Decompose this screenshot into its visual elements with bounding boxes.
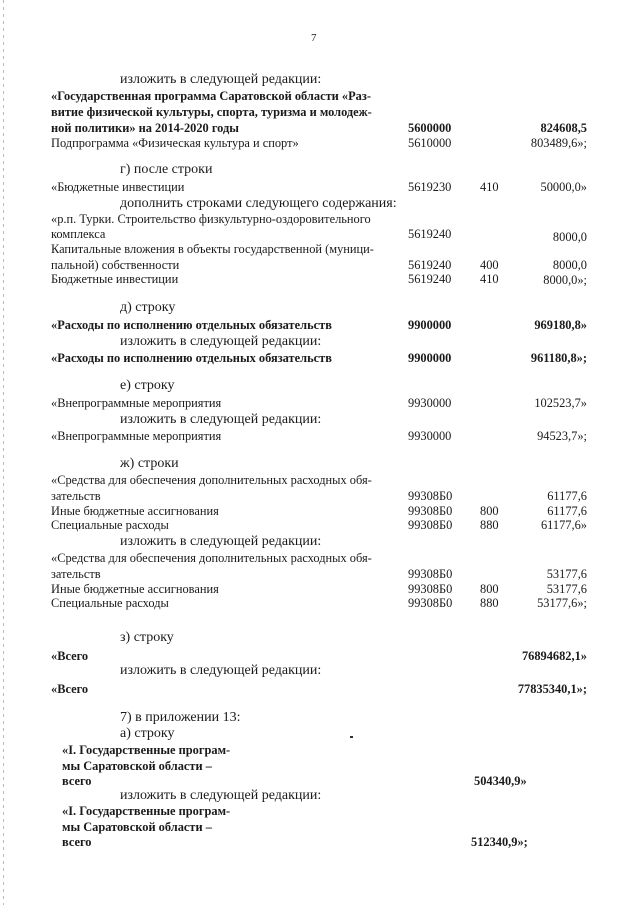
program-sum: 824608,5 xyxy=(540,121,587,135)
row-name: Иные бюджетные ассигнования xyxy=(51,504,219,518)
row-name-line-1: «Средства для обеспечения дополнительных расходных обя- xyxy=(51,551,372,565)
row-sum: 8000,0 xyxy=(552,230,587,244)
row-sum: 8000,0»; xyxy=(543,273,587,287)
instruction-heading: изложить в следующей редакции: xyxy=(120,534,322,549)
row-code: 9900000 xyxy=(408,318,452,332)
instruction-heading: изложить в следующей редакции: xyxy=(120,412,322,427)
row-name-line-2: комплекса xyxy=(51,227,106,241)
row-code: 99308Б0 xyxy=(408,567,453,581)
row-name-line-2: зательств xyxy=(51,489,101,503)
row-name-line-1: «р.п. Турки. Строительство физкультурно-оздоровительного xyxy=(51,212,371,226)
row-code: 5619240 xyxy=(408,272,452,286)
section-z-heading: з) строку xyxy=(120,630,174,645)
row-sum: 102523,7» xyxy=(534,396,587,410)
program-row-line-3: всего xyxy=(62,835,92,849)
instruction-heading: дополнить строками следующего содержания: xyxy=(120,196,397,211)
program-row-line-1: «I. Государственные програм- xyxy=(62,743,231,757)
binding-edge xyxy=(3,0,4,905)
row-code: 5619240 xyxy=(408,258,452,272)
row-sum: 8000,0 xyxy=(552,258,587,272)
row-sum: 61177,6 xyxy=(547,504,587,518)
row-name: «Расходы по исполнению отдельных обязательств xyxy=(51,351,332,365)
row-code: 99308Б0 xyxy=(408,596,453,610)
row-sum: 53177,6 xyxy=(546,567,587,581)
row-name-line-2: пальной) собственности xyxy=(51,258,180,272)
subprogram-sum: 803489,6»; xyxy=(530,136,587,150)
program-code: 5600000 xyxy=(408,121,452,135)
total-label: «Всего xyxy=(51,682,89,696)
row-code: 9900000 xyxy=(408,351,452,365)
total-sum: 77835340,1»; xyxy=(517,682,587,696)
appendix-heading: 7) в приложении 13: xyxy=(120,710,241,725)
program-row-line-2: мы Саратовской области – xyxy=(62,820,212,834)
row-vr: 880 xyxy=(480,518,499,532)
row-name: Иные бюджетные ассигнования xyxy=(51,582,219,596)
row-code: 5619230 xyxy=(408,180,452,194)
row-name: «Расходы по исполнению отдельных обязательств xyxy=(51,318,332,332)
row-vr: 800 xyxy=(480,582,499,596)
section-a-heading: а) строку xyxy=(120,726,175,741)
row-sum: 61177,6 xyxy=(547,489,587,503)
row-name: Специальные расходы xyxy=(51,596,169,610)
row-name-line-1: «Средства для обеспечения дополнительных расходных обя- xyxy=(51,473,372,487)
row-sum: 61177,6» xyxy=(540,518,587,532)
row-code: 99308Б0 xyxy=(408,504,453,518)
row-sum: 94523,7»; xyxy=(537,429,587,443)
program-row-sum: 512340,9»; xyxy=(471,835,528,849)
row-name: Специальные расходы xyxy=(51,518,169,532)
section-e-heading: е) строку xyxy=(120,378,175,393)
program-row-line-2: мы Саратовской области – xyxy=(62,759,212,773)
row-name: «Внепрограммные мероприятия xyxy=(51,396,222,410)
row-code: 99308Б0 xyxy=(408,518,453,532)
instruction-heading: изложить в следующей редакции: xyxy=(120,663,322,678)
program-row-line-3: всего xyxy=(62,774,92,788)
subprogram-code: 5610000 xyxy=(408,136,452,150)
row-sum: 961180,8»; xyxy=(530,351,587,365)
instruction-heading: изложить в следующей редакции: xyxy=(120,334,322,349)
row-name-line-1: Капитальные вложения в объекты государственной (муници- xyxy=(51,242,374,256)
row-sum: 969180,8» xyxy=(534,318,587,332)
row-sum: 50000,0» xyxy=(540,180,587,194)
row-vr: 800 xyxy=(480,504,499,518)
instruction-heading: изложить в следующей редакции: xyxy=(120,788,322,803)
section-d-heading: д) строку xyxy=(120,300,176,315)
program-row-sum: 504340,9» xyxy=(474,774,527,788)
row-vr: 400 xyxy=(480,258,499,272)
row-sum: 53177,6 xyxy=(546,582,587,596)
row-vr: 880 xyxy=(480,596,499,610)
row-name: «Бюджетные инвестиции xyxy=(51,180,185,194)
program-row-line-1: «I. Государственные програм- xyxy=(62,804,231,818)
row-name: Бюджетные инвестиции xyxy=(51,272,179,286)
row-vr: 410 xyxy=(480,272,499,286)
row-name: «Внепрограммные мероприятия xyxy=(51,429,222,443)
stray-mark xyxy=(350,736,353,738)
row-code: 99308Б0 xyxy=(408,582,453,596)
section-g-heading: г) после строки xyxy=(120,162,213,177)
program-name-line-1: «Государственная программа Саратовской области «Раз- xyxy=(51,89,371,103)
row-code: 99308Б0 xyxy=(408,489,453,503)
program-name-line-3: ной политики» на 2014-2020 годы xyxy=(51,121,239,135)
row-code: 9930000 xyxy=(408,429,452,443)
row-vr: 410 xyxy=(480,180,499,194)
page-number: 7 xyxy=(311,32,317,44)
section-zh-heading: ж) строки xyxy=(120,456,179,471)
row-sum: 53177,6»; xyxy=(537,596,587,610)
subprogram-name: Подпрограмма «Физическая культура и спорт» xyxy=(51,136,299,150)
row-name-line-2: зательств xyxy=(51,567,101,581)
program-name-line-2: витие физической культуры, спорта, туризма и молодеж- xyxy=(51,105,372,119)
total-sum: 76894682,1» xyxy=(521,649,587,663)
total-label: «Всего xyxy=(51,649,89,663)
instruction-heading: изложить в следующей редакции: xyxy=(120,72,322,87)
row-code: 9930000 xyxy=(408,396,452,410)
row-code: 5619240 xyxy=(408,227,452,241)
